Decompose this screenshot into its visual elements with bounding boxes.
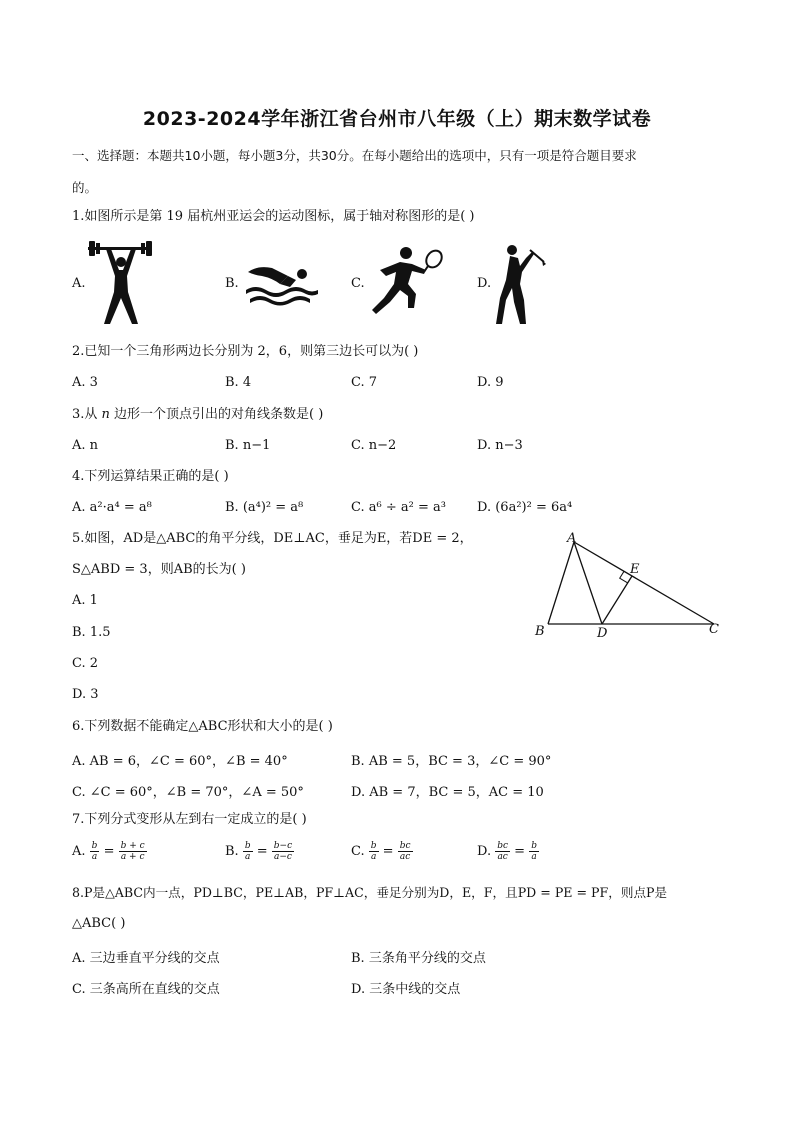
q3-stem: 3.从 n 边形一个顶点引出的对角线条数是( ) (72, 407, 324, 422)
q8-option-c: C. 三条高所在直线的交点 (72, 982, 220, 997)
q5-option-a: A. 1 (72, 593, 98, 608)
q3-option-a: A. n (72, 438, 99, 453)
point-b-label: B (535, 624, 545, 639)
q1-option-c: C. (351, 276, 365, 291)
golf-icon (490, 240, 546, 326)
q5-option-d: D. 3 (72, 687, 99, 702)
q1-option-a: A. (72, 276, 86, 291)
q3-option-b: B. n−1 (225, 438, 271, 453)
q3-option-c: C. n−2 (351, 438, 397, 453)
q8-stem-line2: △ABC( ) (72, 916, 126, 931)
q2-option-c: C. 7 (351, 375, 378, 390)
q7-option-c: C. $\frac{b}{a}$ = $\frac{bc}{ac}$ (351, 841, 411, 862)
q8-option-b: B. 三条角平分线的交点 (351, 951, 486, 966)
q7-option-b: B. $\frac{b}{a}$ = $\frac{b-c}{a-c}$ (225, 841, 293, 862)
q2-option-b: B. 4 (225, 375, 252, 390)
q1-stem: 1.如图所示是第 19 届杭州亚运会的运动图标，属于轴对称图形的是( ) (72, 209, 475, 224)
q8-option-d: D. 三条中线的交点 (351, 982, 461, 997)
q3-option-d: D. n−3 (477, 438, 523, 453)
q6-option-b: B. AB = 5，BC = 3，∠C = 90° (351, 754, 552, 769)
q2-option-a: A. 3 (72, 375, 98, 390)
q6-option-d: D. AB = 7，BC = 5，AC = 10 (351, 785, 544, 800)
point-a-label: A (567, 531, 577, 546)
weightlifting-icon (86, 240, 156, 328)
q1-option-b: B. (225, 276, 239, 291)
q6-option-a: A. AB = 6，∠C = 60°，∠B = 40° (72, 754, 288, 769)
point-e-label: E (630, 562, 640, 577)
point-d-label: D (597, 626, 608, 641)
q2-option-d: D. 9 (477, 375, 504, 390)
q4-option-a: A. a²·a⁴ = a⁸ (72, 500, 152, 515)
q7-stem: 7.下列分式变形从左到右一定成立的是( ) (72, 812, 307, 827)
q5-stem-line2: S△ABD = 3，则AB的长为( ) (72, 562, 246, 577)
page-title: 2023-2024学年浙江省台州市八年级（上）期末数学试卷 (142, 108, 652, 130)
section-intro-line1: 一、选择题：本题共10小题，每小题3分，共30分。在每小题给出的选项中，只有一项是符合题目要求 (72, 148, 637, 163)
q5-stem-line1: 5.如图，AD是△ABC的角平分线，DE⊥AC，垂足为E，若DE = 2， (72, 531, 473, 546)
q4-option-c: C. a⁶ ÷ a² = a³ (351, 500, 446, 515)
triangle-figure (530, 528, 730, 643)
q6-stem: 6.下列数据不能确定△ABC形状和大小的是( ) (72, 719, 333, 734)
point-c-label: C (709, 622, 719, 637)
tennis-icon (370, 244, 450, 324)
q2-stem: 2.已知一个三角形两边长分别为 2，6，则第三边长可以为( ) (72, 344, 419, 359)
q4-stem: 4.下列运算结果正确的是( ) (72, 469, 229, 484)
q8-option-a: A. 三边垂直平分线的交点 (72, 951, 220, 966)
q4-option-d: D. (6a²)² = 6a⁴ (477, 500, 573, 515)
q6-option-c: C. ∠C = 60°，∠B = 70°，∠A = 50° (72, 785, 304, 800)
q5-option-b: B. 1.5 (72, 625, 111, 640)
q1-option-d: D. (477, 276, 492, 291)
q8-stem-line1: 8.P是△ABC内一点，PD⊥BC，PE⊥AB，PF⊥AC，垂足分别为D，E，F，且PD = PE = PF，则点P是 (72, 885, 668, 900)
q4-option-b: B. (a⁴)² = a⁸ (225, 500, 304, 515)
q7-option-a: A. $\frac{b}{a}$ = $\frac{b + c}{a + c}$ (72, 841, 145, 862)
section-intro-line2: 的。 (72, 180, 98, 195)
q5-option-c: C. 2 (72, 656, 99, 671)
swimming-icon (244, 262, 320, 306)
q7-option-d: D. $\frac{bc}{ac}$ = $\frac{b}{a}$ (477, 841, 537, 862)
